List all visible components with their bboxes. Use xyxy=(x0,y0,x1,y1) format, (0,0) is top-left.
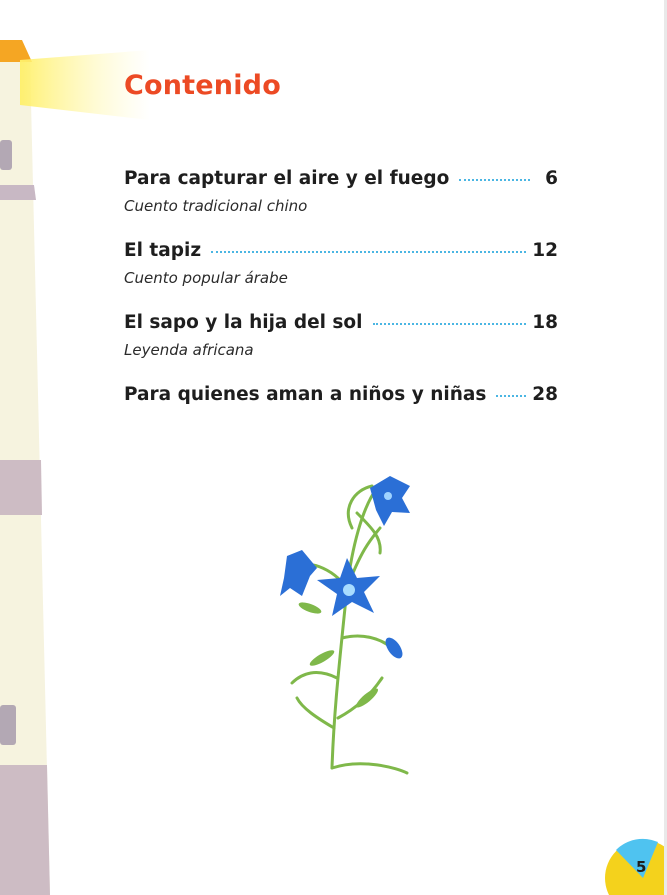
dot-leader xyxy=(211,251,526,253)
toc-entry-title: Para capturar el aire y el fuego xyxy=(124,168,450,189)
toc-entry-subtitle: Cuento tradicional chino xyxy=(124,197,308,215)
toc-entry[interactable] xyxy=(124,312,558,361)
toc-entry-subtitle: Cuento popular árabe xyxy=(124,269,288,287)
toc-entry[interactable] xyxy=(124,384,558,412)
toc-entry[interactable] xyxy=(124,240,558,289)
page-number: 5 xyxy=(636,858,647,876)
toc-page-number: 12 xyxy=(532,240,558,261)
toc-entry[interactable] xyxy=(124,168,558,217)
toc-entry-title: El sapo y la hija del sol xyxy=(124,312,363,333)
page-title: Contenido xyxy=(124,70,281,101)
toc-entry-subtitle: Leyenda africana xyxy=(124,341,254,359)
toc-page-number: 18 xyxy=(532,312,558,333)
toc-entry-title: Para quienes aman a niños y niñas xyxy=(124,384,487,405)
flower-illustration xyxy=(262,468,422,778)
toc-page-number: 28 xyxy=(532,384,558,405)
toc-entry-title: El tapiz xyxy=(124,240,202,261)
toc-page-number: 6 xyxy=(545,168,558,189)
dot-leader xyxy=(496,395,526,397)
dot-leader xyxy=(373,323,527,325)
page-badge xyxy=(598,838,667,895)
dot-leader xyxy=(459,179,530,181)
lighthouse-illustration xyxy=(0,40,60,895)
